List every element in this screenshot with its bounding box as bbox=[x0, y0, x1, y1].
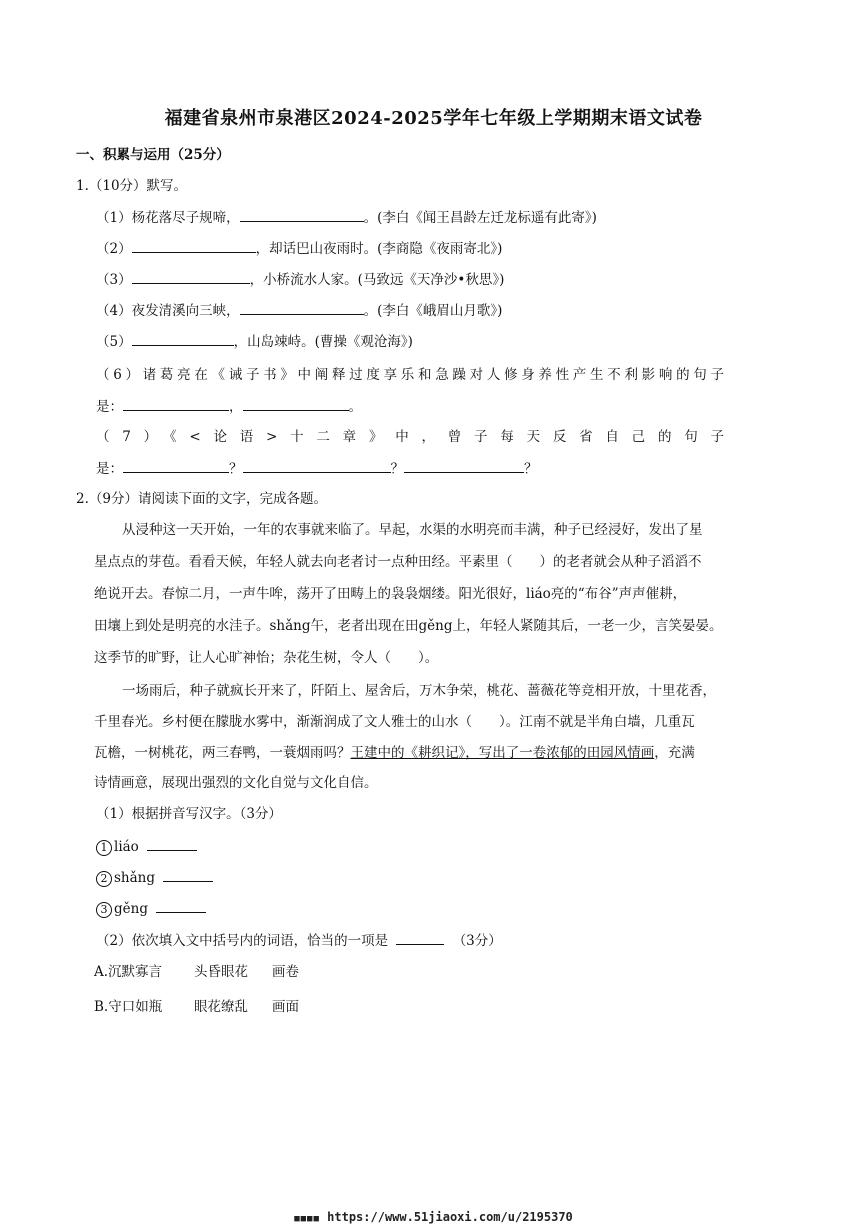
pinyin-item-3: 3 gěng bbox=[96, 899, 206, 918]
footer-marks: ■■■■ bbox=[294, 1214, 320, 1224]
answer-blank[interactable] bbox=[240, 208, 364, 222]
q1-item-2: （2） ，却话巴山夜雨时。(李商隐《夜雨寄北》) bbox=[96, 241, 503, 257]
q1-item-3: （3） ，小桥流水人家。(马致远《天净沙•秋思》) bbox=[96, 272, 505, 288]
passage-p2-line-4: 诗情画意，展现出强烈的文化自觉与文化自信。 bbox=[94, 775, 378, 791]
q1-item-1: （1）杨花落尽子规啼， 。(李白《闻王昌龄左迁龙标遥有此寄》) bbox=[96, 210, 597, 226]
q1-item-6-answer: 是： ， 。 bbox=[96, 399, 362, 415]
q1-item-7-text: （7）《<论语>十二章》中，曾子每天反省自己的句子 bbox=[96, 429, 724, 445]
answer-blank[interactable] bbox=[404, 459, 524, 473]
q1-item-7-answer: 是： ？ ？ ？ bbox=[96, 461, 538, 477]
answer-blank[interactable] bbox=[243, 397, 349, 411]
passage-p1-line-2: 星点点的芽苞。看看天候，年轻人就去向老者讨一点种田经。平素里（ ）的老者就会从种子滔滔不 bbox=[94, 554, 702, 570]
answer-blank[interactable] bbox=[123, 397, 229, 411]
answer-blank[interactable] bbox=[396, 931, 444, 945]
footer-url[interactable]: https://www.51jiaoxi.com/u/2195370 bbox=[327, 1210, 573, 1224]
passage-p1-line-1: 从浸种这一天开始，一年的农事就来临了。早起，水渠的水明亮而丰满，种子已经浸好，发出了星 bbox=[122, 522, 703, 538]
passage-p2-line-1: 一场雨后，种子就疯长开来了，阡陌上、屋舍后，万木争荣，桃花、蔷薇花等竞相开放，十里花香， bbox=[122, 683, 716, 699]
q1-item-5: （5） ，山岛竦峙。(曹操《观沧海》) bbox=[96, 334, 413, 350]
question-1-heading: 1.（10分）默写。 bbox=[76, 178, 188, 194]
answer-blank[interactable] bbox=[240, 301, 364, 315]
page-title: 福建省泉州市泉港区2024-2025学年七年级上学期期末语文试卷 bbox=[164, 108, 703, 129]
q1-item-6-text: （6）诸葛亮在《诫子书》中阐释过度享乐和急躁对人修身养性产生不利影响的句子 bbox=[96, 367, 724, 383]
passage-p1-line-5: 这季节的旷野，让人心旷神怡；杂花生树，令人（ ）。 bbox=[94, 650, 439, 666]
answer-blank[interactable] bbox=[132, 270, 250, 284]
answer-blank[interactable] bbox=[132, 332, 234, 346]
page-footer bbox=[0, 1210, 867, 1224]
pinyin-item-1: 1 liáo bbox=[96, 837, 197, 856]
answer-blank[interactable] bbox=[123, 459, 229, 473]
q1-item-4: （4）夜发清溪向三峡， 。(李白《峨眉山月歌》) bbox=[96, 303, 503, 319]
option-b[interactable]: B.守口如瓶 眼花缭乱 画面 bbox=[94, 999, 299, 1015]
sub-question-1: （1）根据拼音写汉字。（3分） bbox=[96, 806, 282, 822]
passage-p2-line-3: 瓦檐，一树桃花，两三春鸭，一蓑烟雨吗？王建中的《耕织记》，写出了一卷浓郁的田园风情画，充满 bbox=[94, 745, 695, 761]
passage-p1-line-4: 田壤上到处是明亮的水洼子。shǎng午，老者出现在田gěng上，年轻人紧随其后，一老一少，言笑晏晏。 bbox=[94, 618, 723, 634]
section-heading: 一、积累与运用（25分） bbox=[76, 147, 230, 163]
passage-p1-line-3: 绝说开去。春惊二月，一声牛哞，荡开了田畴上的袅袅烟缕。阳光很好，liáo亮的“布谷”声声催耕， bbox=[94, 586, 687, 602]
question-2-heading: 2.（9分）请阅读下面的文字，完成各题。 bbox=[76, 491, 327, 507]
answer-blank[interactable] bbox=[132, 239, 256, 253]
passage-p2-line-2: 千里春光。乡村便在朦胧水雾中，渐渐润成了文人雅士的山水（ ）。江南不就是半角白墙，几重瓦 bbox=[94, 714, 695, 730]
answer-blank[interactable] bbox=[147, 837, 197, 851]
sub-question-2: （2）依次填入文中括号内的词语，恰当的一项是 （3分） bbox=[96, 933, 502, 949]
pinyin-item-2: 2 shǎng bbox=[96, 868, 213, 887]
answer-blank[interactable] bbox=[163, 868, 213, 882]
underlined-sentence: 王建中的《耕织记》，写出了一卷浓郁的田园风情画 bbox=[350, 745, 655, 761]
answer-blank[interactable] bbox=[243, 459, 391, 473]
answer-blank[interactable] bbox=[156, 899, 206, 913]
option-a[interactable]: A.沉默寡言 头昏眼花 画卷 bbox=[94, 964, 299, 980]
